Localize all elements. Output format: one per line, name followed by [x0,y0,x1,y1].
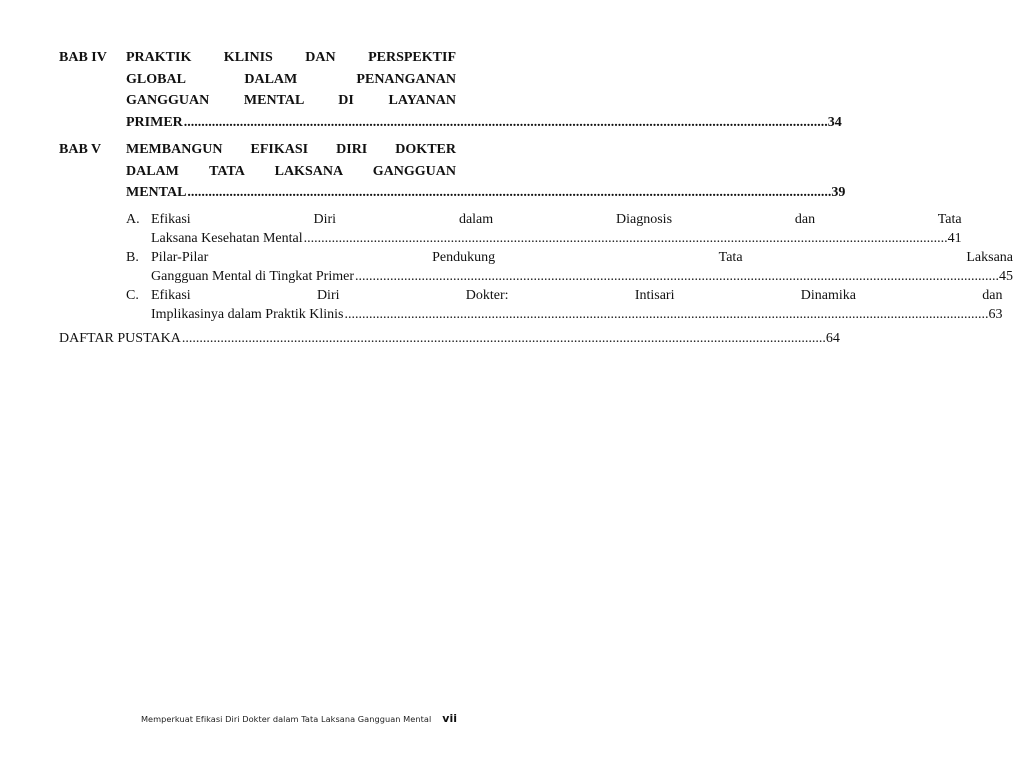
page-footer [0,712,457,725]
section-letter: C. [126,287,139,303]
section-page-number: 41 [947,230,962,246]
toc-chapter-4 [59,47,842,133]
chapter-title-last-line: PRIMER [126,114,183,130]
section-title-line: Efikasi Diri dalam Diagnosis dan Tata [151,211,962,227]
chapter-page-number: 39 [831,185,846,200]
section-title-line: Pilar-Pilar Pendukung Tata Laksana [151,249,1013,265]
chapter-title-line: DALAM TATA LAKSANA GANGGUAN [126,163,456,179]
toc-bibliography [59,328,840,350]
chapter-title-line: GLOBAL DALAM PENANGANAN [126,71,456,87]
section-title-last-line: Implikasinya dalam Praktik Klinis [151,306,344,322]
section-letter: A. [126,211,140,227]
chapter-title-line: GANGGUAN MENTAL DI LAYANAN [126,93,456,108]
dot-leader [187,182,831,204]
chapter-title-leader-line [126,112,842,134]
toc-chapter-5 [59,139,846,204]
toc-section-b [126,248,1013,286]
dot-leader [182,328,826,350]
section-title-line: Efikasi Diri Dokter: Intisari Dinamika dan [151,287,1003,303]
chapter-title-block [126,139,846,204]
dot-leader [355,267,999,286]
section-title-leader-line [151,305,1002,324]
chapter-title-line: PRAKTIK KLINIS DAN PERSPEKTIF [126,50,456,65]
dot-leader [344,305,988,324]
section-page-number: 63 [988,306,1003,322]
section-page-number: 45 [999,268,1013,284]
chapter-number: BAB IV [59,50,107,65]
section-letter: B. [126,249,139,265]
section-title-leader-line [151,229,962,248]
chapter-title-last-line: MENTAL [126,185,187,200]
toc-section-a [126,210,962,248]
section-title-block [151,210,962,248]
chapter-5-sections [126,210,1013,324]
chapter-title-leader-line [126,182,846,204]
section-title-leader-line [151,267,1013,286]
dot-leader [184,112,828,134]
table-of-contents [59,47,1013,349]
section-title-last-line: Gangguan Mental di Tingkat Primer [151,268,354,284]
chapter-page-number: 34 [827,114,842,130]
chapter-number: BAB V [59,142,102,157]
section-title-block [151,286,1002,324]
chapter-title-line: MEMBANGUN EFIKASI DIRI DOKTER [126,142,456,157]
footer-page-number: vii [442,712,457,725]
section-title-block [151,248,1013,286]
bibliography-label: DAFTAR PUSTAKA [59,330,181,346]
dot-leader [304,229,948,248]
toc-section-c [126,286,1003,324]
chapter-title-block [126,47,842,133]
bibliography-page-number: 64 [825,330,840,346]
section-title-last-line: Laksana Kesehatan Mental [151,230,303,246]
footer-book-title: Memperkuat Efikasi Diri Dokter dalam Tata Laksana Gangguan Mental [140,714,432,724]
